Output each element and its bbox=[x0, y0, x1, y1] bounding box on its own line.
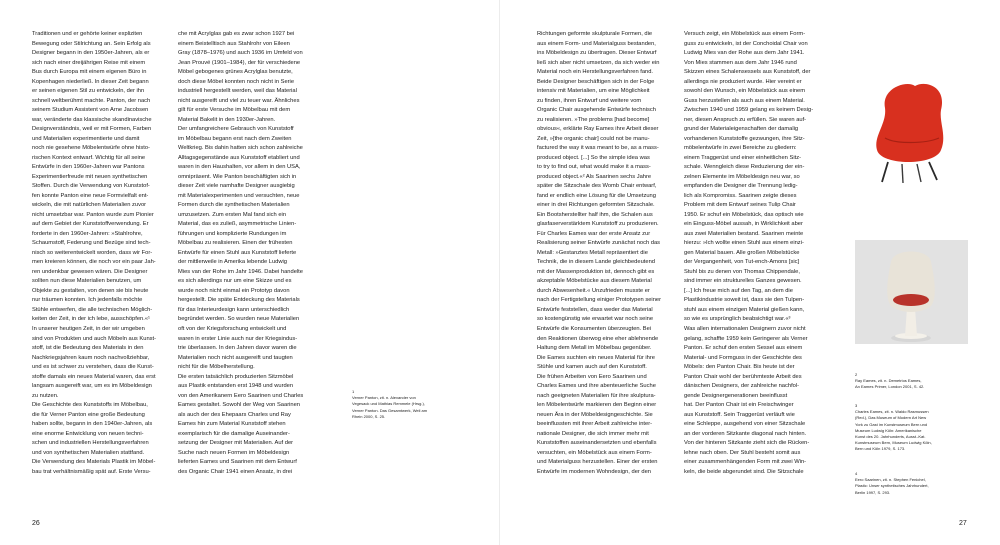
text-line: der Vergangenheit, von Tut-ench-Amons [sic] bbox=[684, 259, 800, 266]
footnote-line: Museum Ludwig Köln: Amerikanische bbox=[855, 427, 922, 433]
footnote-line: Berlin 1997, S. 293. bbox=[855, 489, 891, 495]
text-line: empfanden die Designer die Trennung ledig- bbox=[684, 183, 798, 190]
text-line: Jean Prouvé (1901–1984), der für verschiedene bbox=[178, 59, 301, 66]
text-line: Die Geschichte des Kunststoffs im Möbelbau, bbox=[32, 402, 148, 409]
text-line: Für Charles Eames war der erste Ansatz zur bbox=[537, 230, 651, 237]
text-line: omnipräsent. Wie Panton beschäftigten sich in bbox=[178, 173, 297, 180]
text-line: Materialien noch nicht ausgereift und taugten bbox=[178, 354, 293, 361]
text-line: ein Einguss-Möbel aussah, in Wirklichkeit aber bbox=[684, 221, 803, 228]
text-line: Zeit, »[the organic chair] could not be manu- bbox=[537, 135, 650, 142]
text-line: Richtungen geformte skulpturale Formen, die bbox=[537, 31, 653, 37]
text-line: Entwürfe die Konsumenten überzeugten. Bei bbox=[537, 325, 652, 332]
text-line: Formen durch die synthetischen Materialien bbox=[178, 202, 290, 209]
text-line: Die frühen Arbeiten von Eero Saarinen und bbox=[537, 373, 647, 380]
text-line: Haltung dem Metall im Möbelbau gegenüber. bbox=[537, 345, 652, 352]
text-line: akzeptable Möbelstücke aus diesem Material bbox=[537, 278, 652, 285]
text-line: Panton. Er schuf den ersten Sessel aus einem bbox=[684, 345, 803, 352]
text-line: industriell hergestellt werden, weil das Material bbox=[178, 88, 297, 95]
text-line: zelnen Elemente im Möbeldesign neu war, so bbox=[684, 173, 800, 180]
text-line: Eames hin zum Material Kunststoff stehen bbox=[178, 421, 286, 428]
text-line: stuhl aus einem einzigen Material gießen kann, bbox=[684, 306, 805, 313]
text-line: waren in den Haushalten, vor allem in den USA, bbox=[178, 164, 301, 171]
text-line: produced object.«² Als Saarinen sechs Jahre bbox=[537, 173, 652, 180]
text-line: rischen Kontext entwarf. Wichtig für all seine bbox=[32, 154, 146, 161]
text-line: intensiv mit Materialien, um eine Möglichkeit bbox=[537, 88, 650, 95]
footnote-3 bbox=[855, 403, 980, 453]
text-line: keiten der Zeit, in der ich lebe, ausschöpfen.«¹ bbox=[32, 316, 150, 323]
text-line: noch nie gesehene Möbelentwürfe ohne histo- bbox=[32, 145, 150, 152]
text-line: Kunststoffen auseinandersetzten und ebenfalls bbox=[537, 440, 657, 447]
footnote-4-marker: 4 bbox=[855, 471, 858, 476]
text-line: Charles Eames und ihre abenteuerliche Suche bbox=[537, 383, 656, 390]
text-line: produced object. [...] So the simple idea was bbox=[537, 154, 650, 161]
text-line: Möbels: den Panton Chair. Bis heute ist der bbox=[684, 364, 795, 371]
text-line: sowohl den Wunsch, ein Möbelstück aus einem bbox=[684, 88, 806, 95]
text-line: 1950. Er schuf ein Möbelstück, das optisch wie bbox=[684, 211, 804, 218]
text-line: auf dem Gebiet der Kunststoffverwendung. Er bbox=[32, 221, 149, 228]
text-line: Die Eames suchten ein neues Material für ihre bbox=[537, 354, 655, 361]
text-line: hergestellt. Die späte Entdeckung des Materials bbox=[178, 297, 300, 304]
text-line: umzusetzen. Zum ersten Mal fand sich ein bbox=[178, 211, 287, 218]
text-line: hat. Der Panton Chair ist ein Freischwinger bbox=[684, 402, 794, 409]
text-line: des Organic Chair 1941 einen Ansatz, in drei bbox=[178, 468, 293, 475]
footnote-line: Eero Saarinen, zit. n. Stephen Fenichel, bbox=[855, 477, 926, 483]
text-line: Organic Chair ausgehende Entwürfe technisch bbox=[537, 107, 656, 114]
text-line: Entwürfe im modernen Wohndesign, der den bbox=[537, 468, 652, 475]
text-line: an der vorderen Sitzkante diagonal nach hinten. bbox=[684, 430, 807, 437]
text-line: seinem Studium Assistent von Arne Jacobsen bbox=[32, 107, 149, 114]
text-line: che mit Acrylglas gab es zwar schon 1927 bei bbox=[178, 31, 295, 37]
text-line: Problem mit dem Entwurf seines Tulip Chair bbox=[684, 202, 796, 209]
text-line: sich nach einer dreijährigen Reise mit einem bbox=[32, 59, 146, 66]
text-line: Möbel gebogenes grünes Acrylglas benutzte, bbox=[178, 69, 293, 76]
text-line: es sich allerdings nur um eine Skizze und es bbox=[178, 278, 292, 285]
text-line: aus Kunststoff. Sein Traggerüst verläuft wie bbox=[684, 411, 795, 418]
text-line: Guss herzustellen als auch aus einem Material. bbox=[684, 97, 805, 104]
text-line: Designverständnis, weil er mit Formen, Farben bbox=[32, 126, 152, 133]
text-line: keln, die beide abgerundet sind. Die Sitzschale bbox=[684, 468, 804, 475]
text-line: exemplarisch für die damalige Auseinander- bbox=[178, 430, 290, 437]
text-line: Metall: »Gestanztes Metall repräsentiert die bbox=[537, 249, 648, 256]
text-line: oft von der Kriegsforschung entwickelt und bbox=[178, 325, 287, 332]
text-line: für das Interieurdesign kann unterschiedlich bbox=[178, 306, 290, 313]
text-line: Zwischen 1940 und 1959 gelang es keinem Desig- bbox=[684, 107, 814, 114]
text-line: und Materialien experimentierte und damit bbox=[32, 135, 140, 142]
text-line: zu nutzen. bbox=[32, 392, 59, 399]
footnote-line: Verner Panton, zit. n. Alexander von bbox=[352, 395, 416, 401]
text-line: eine Schleppe, ausgehend von einer Sitzschale bbox=[684, 421, 806, 428]
text-line: und es ist schwer zu verstehen, dass die Kunst- bbox=[32, 364, 154, 371]
text-line: stoffe damals ein neues Material waren, das erst bbox=[32, 373, 156, 380]
text-line: bau trat verhältnismäßig spät auf. Erste Versu- bbox=[32, 468, 151, 475]
text-line: Entwürfe feststellen, dass weder das Material bbox=[537, 306, 653, 313]
organic-chair-photo bbox=[855, 78, 968, 187]
footnote-line: Kunst des 20. Jahrhunderts, Ausst.-Kat. bbox=[855, 434, 926, 440]
text-line: Kopenhagen niederließ. In dieser Zeit begann bbox=[32, 78, 149, 85]
text-line: der mittlerweile in Amerika lebende Ludwig bbox=[178, 259, 287, 266]
text-line: ließ sich aber nicht umsetzen, da sich weder ein bbox=[537, 59, 660, 66]
text-line: Suche nach neuen Formen im Möbeldesign bbox=[178, 449, 290, 456]
text-line: Technik, die in diesem Lande gleichbedeutend bbox=[537, 259, 655, 266]
footnote-line: Kunstmuseum Bern, Museum Ludwig Köln, bbox=[855, 440, 932, 446]
text-line: die für Verner Panton eine große Bedeutung bbox=[32, 411, 145, 418]
left-column-2 bbox=[178, 30, 317, 477]
text-line: Ein Bootsherstellter half ihm, die Schalen aus bbox=[537, 211, 653, 218]
text-line: Bus durch Europa mit einem eigenen Büro in bbox=[32, 69, 147, 76]
text-line: führungen und komplizierte Rundungen im bbox=[178, 230, 287, 237]
footnote-line: Vegesack und Mathias Remmele (Hrsg.), bbox=[352, 401, 425, 407]
text-line: sind immer ein strukturelles Ganzes gewesen. bbox=[684, 278, 802, 285]
text-line: er seinen eigenen Stil zu entwickeln, der ihn bbox=[32, 88, 145, 95]
text-line: Mies van der Rohe im Jahr 1946. Dabei handelte bbox=[178, 268, 303, 275]
text-line: Entwürfe in den 1960er-Jahren war Pantons bbox=[32, 164, 145, 171]
text-line: Möbelbau zu realisieren. Einen der frühesten bbox=[178, 240, 293, 247]
text-line: fen konnte Panton eine neue Formvielfalt ent- bbox=[32, 192, 149, 199]
text-line: men kreieren können, die noch vor ein paar Jah- bbox=[32, 259, 156, 266]
text-line: waren in erster Linie auch nur der Kriegsindus- bbox=[178, 335, 298, 342]
text-line: Designer begann in den 1950er-Jahren, als er bbox=[32, 50, 150, 57]
tulip-chair-photo bbox=[855, 240, 968, 344]
text-line: lehne nach oben. Der Stuhl besteht somit aus bbox=[684, 449, 801, 456]
text-line: möbelentwürfe in zwei Bereiche zu gliedern: bbox=[684, 145, 797, 152]
text-line: einer in drei Richtungen geformten Sitzschale. bbox=[537, 202, 655, 209]
text-line: sind von Produkten und auch Möbeln aus Kunst- bbox=[32, 335, 157, 342]
text-line: zu finden, ihren Entwurf und weitere vom bbox=[537, 97, 642, 104]
footnote-line: York zu Gast im Kunstmuseum Bern und bbox=[855, 421, 928, 427]
text-line: Die ersten tatsächlich produzierten Sitzmöbel bbox=[178, 373, 294, 380]
text-line: Objekte zu gestalten, von denen sie bis heute bbox=[32, 287, 149, 294]
text-line: dänischen Designers, der zahlreiche nachfol- bbox=[684, 383, 800, 390]
right-column-2 bbox=[684, 30, 826, 477]
text-line: nach geeigneten Materialien für ihre skulptura- bbox=[537, 392, 656, 399]
text-line: schale. Wenngleich diese Reduzierung der ein- bbox=[684, 164, 805, 171]
text-line: neuen Ära in der Möbeldesigngeschichte. Sie bbox=[537, 411, 653, 418]
text-line: aus einem Form- und Materialguss bestanden, bbox=[537, 40, 656, 47]
text-line: factured the way it was meant to be, as a mass- bbox=[537, 145, 659, 152]
page-number-left: 26 bbox=[32, 520, 40, 527]
text-line: gende Designergenerationen beeinflusst bbox=[684, 392, 788, 399]
footnote-line: Ray Eames, zit. n. Demetrios Eames, bbox=[855, 378, 922, 384]
text-line: sollten nun diese Materialien benutzen, um bbox=[32, 278, 142, 285]
text-line: versuchten, ein Möbelstück aus einem Form- bbox=[537, 449, 652, 456]
text-line: Beide Designer beschäftigen sich in der Folge bbox=[537, 78, 655, 85]
text-line: nur träumen konnten. Ich jedenfalls möchte bbox=[32, 297, 143, 304]
text-line: len Möbelentwürfe markieren den Beginn einer bbox=[537, 402, 657, 409]
text-line: Alltagsgegenstände aus Kunststoff etabliert und bbox=[178, 154, 300, 161]
tulip-chair-illustration bbox=[855, 240, 968, 344]
text-line: Eames gestaltet. Sowohl der Weg von Saarinen bbox=[178, 402, 300, 409]
text-line: gilt für erste Versuche im Möbelbau mit dem bbox=[178, 107, 291, 114]
text-line: Traditionen und er gehörte keiner expliziten bbox=[32, 31, 143, 37]
text-line: guss zu entwickeln, ist der Conchoidal Chair von bbox=[684, 40, 808, 47]
text-line: Die Verwendung des Materials Plastik im Möbel- bbox=[32, 459, 156, 466]
text-line: ins Möbeldesign zu übertragen. Dieser Entwurf bbox=[537, 50, 657, 57]
text-line: im Möbelbau begann erst nach dem Zweiten bbox=[178, 135, 292, 142]
left-column-1 bbox=[32, 30, 172, 477]
text-line: nicht ausgereift und viel zu teuer war. Ähnliches bbox=[178, 97, 300, 104]
text-line: Material- und Formguss in der Geschichte des bbox=[684, 354, 802, 361]
text-line: begründet werden. So wurden neue Materialien bbox=[178, 316, 300, 323]
text-line: aus Plastik entstanden erst 1948 und wurden bbox=[178, 383, 294, 390]
text-line: durch Abwesenheit.« Unzufrieden musste er bbox=[537, 287, 650, 294]
organic-chair-illustration bbox=[855, 78, 968, 187]
text-line: den Reaktionen überwog eine eher ablehnende bbox=[537, 335, 659, 342]
text-line: dieser Zeit viele namhafte Designer ausgiebig bbox=[178, 183, 295, 190]
footnote-line: Charles Eames, zit. n. Waldo Rasmussen bbox=[855, 409, 929, 415]
text-line: so kostengünstig wie erwartet war noch seine bbox=[537, 316, 654, 323]
text-line: Der umfangreichere Gebrauch von Kunststoff bbox=[178, 126, 294, 133]
text-line: eine enorme Entwicklung von neuen techni- bbox=[32, 430, 144, 437]
text-line: einem Beistelltisch aus Stahlrohr von Eileen bbox=[178, 40, 290, 47]
text-line: nicht umsetzbar war. Panton wurde zum Pionier bbox=[32, 211, 154, 218]
text-line: als auch der des Ehepaars Charles und Ray bbox=[178, 411, 291, 418]
text-line: schen und industriellen Herstellungsverfahren bbox=[32, 440, 149, 447]
text-line: ren undenkbar gewesen wären. Die Designer bbox=[32, 268, 148, 275]
text-line: lieferten Eames und Saarinen mit dem Entwurf bbox=[178, 459, 297, 466]
text-line: Bewegung oder Stilrichtung an. Sein Erfolg als bbox=[32, 40, 151, 47]
right-column-1 bbox=[537, 30, 679, 477]
text-line: Versuch zeigt, ein Möbelstück aus einem Form- bbox=[684, 31, 806, 37]
text-line: nach der Fertigstellung einiger Prototypen seiner bbox=[537, 297, 662, 304]
text-line: Realisierung seiner Entwürfe zunächst noch das bbox=[537, 240, 661, 247]
text-line: gen Material bauen. Alle großen Möbelstücke bbox=[684, 249, 800, 256]
text-line: setzung der Designer mit Materialien. Auf der bbox=[178, 440, 294, 447]
text-line: hierzu: »Ich wollte einen Stuhl aus einem einzi- bbox=[684, 240, 804, 247]
text-line: später die Sitzschale des Womb Chair entwarf, bbox=[537, 183, 657, 190]
text-line: stoff, ist die Bedeutung des Materials in den bbox=[32, 345, 144, 352]
footnote-line: Plastic: Unser synthetisches Jahrhundert, bbox=[855, 483, 929, 489]
text-line: aus zwei Materialien bestand. Saarinen meinte bbox=[684, 230, 804, 237]
footnote-line: An Eames Primer, London 2001, S. 42. bbox=[855, 384, 925, 390]
text-line: wurde noch nicht einmal ein Prototyp davon bbox=[178, 287, 290, 294]
text-line: to try to find out, what would make it a mass- bbox=[537, 164, 651, 171]
text-line: Plastikindustrie soweit ist, dass sie den Tulpen- bbox=[684, 297, 805, 304]
text-line: Material, das es zuließ, asymmetrische Linien- bbox=[178, 221, 297, 228]
text-line: Stuhl bis zu denen von Thomas Chippendale, bbox=[684, 268, 800, 275]
text-line: Skizzen eines Schalensessels aus Kunststoff, der bbox=[684, 69, 811, 76]
text-line: Gray (1878–1976) und auch 1936 im Umfeld von bbox=[178, 50, 303, 57]
text-line: Von Mies stammen aus dem Jahr 1946 rund bbox=[684, 59, 797, 66]
text-line: langsam ausgereift war, um es im Möbeldesign bbox=[32, 383, 152, 390]
footnote-line: Verner Panton. Das Gesamtwerk, Weil am bbox=[352, 407, 428, 413]
footnote-4 bbox=[855, 471, 980, 496]
text-line: [...] Ich freue mich auf den Tag, an dem die bbox=[684, 287, 793, 294]
text-line: Material Bakelit in den 1930er-Jahren. bbox=[178, 116, 276, 123]
text-line: zu realisieren. »The problems [had become] bbox=[537, 116, 650, 123]
text-line: doch diese Möbel konnten noch nicht in Serie bbox=[178, 78, 295, 85]
footnote-3-marker: 3 bbox=[855, 403, 858, 408]
text-line: lich als Kompromiss. Saarinen zeigte dieses bbox=[684, 192, 797, 199]
footnote-line: Rhein 2000, S. 25. bbox=[352, 413, 386, 419]
text-line: Schaumstoff, Federung und Bezüge sind tech- bbox=[32, 240, 151, 247]
text-line: nicht für die Möbelherstellung. bbox=[178, 364, 255, 371]
text-line: Stühle und kamen auch auf den Kunststoff. bbox=[537, 364, 647, 371]
text-line: fand er endlich eine Lösung für die Umsetzung bbox=[537, 192, 656, 199]
text-line: und Materialguss herzustellen. Einer der ersten bbox=[537, 459, 658, 466]
text-line: Material noch ein Herstellungsverfahren fand. bbox=[537, 69, 654, 76]
text-line: Stoffen. Durch die Verwendung von Kunststof- bbox=[32, 183, 150, 190]
text-line: von den Amerikanern Eero Saarinen und Charles bbox=[178, 392, 304, 399]
text-line: Nachkriegsjahren kaum noch nachvollziehbar, bbox=[32, 354, 150, 361]
footnote-line: (Red.), Das Museum of Modern Art New bbox=[855, 415, 927, 421]
text-line: obvious«, erklärte Ray Eames ihre Arbeit dieser bbox=[537, 126, 659, 133]
text-line: glasfaserverstärktem Kunststoff zu produzieren. bbox=[537, 221, 659, 228]
text-line: gelang, schaffte 1959 kein Geringerer als Verner bbox=[684, 335, 808, 342]
text-line: Stühle entwerfen, die alle technischen Möglich- bbox=[32, 306, 153, 313]
footnote-line: Bern und Köln 1979, S. 173. bbox=[855, 446, 906, 452]
text-line: beeinflussten mit ihrer Arbeit zahlreiche inter- bbox=[537, 421, 653, 428]
text-line: Weltkrieg. Bis dahin hatten sich schon zahlreiche bbox=[178, 145, 303, 152]
text-line: nationale Designer, die sich immer mehr mit bbox=[537, 430, 649, 437]
text-line: einer zusammenhängenden Form mit zwei Win- bbox=[684, 459, 807, 466]
footnote-2-marker: 2 bbox=[855, 372, 858, 377]
text-line: Von der hinteren Sitzkante zieht sich die Rücken- bbox=[684, 440, 810, 447]
text-line: Entwürfe für einen Stuhl aus Kunststoff lieferte bbox=[178, 249, 297, 256]
text-line: vorhandenen Kunststoffe gezwungen, ihre Sitz- bbox=[684, 135, 805, 142]
text-line: haben sollte, begann in den 1940er-Jahren, als bbox=[32, 421, 153, 428]
text-line: Ludwig Mies van der Rohe aus dem Jahr 1941. bbox=[684, 50, 805, 57]
text-line: wickeln, die mit natürlichen Materialien zuvor bbox=[32, 202, 147, 209]
footnote-1-marker: 1 bbox=[352, 389, 355, 394]
text-line: Experimentierfreude mit neuen synthetischen bbox=[32, 173, 148, 180]
text-line: schnell weltberühmt machte. Panton, der nach bbox=[32, 97, 151, 104]
text-line: allerdings nie produziert wurde. Hier vereint er bbox=[684, 78, 802, 85]
text-line: einem Traggerüst und einer einheitlichen Sitz- bbox=[684, 154, 801, 161]
text-line: grund der Materialeigenschaften der damalig bbox=[684, 126, 799, 133]
text-line: so wie es ursprünglich beabsichtigt war.«³ bbox=[684, 316, 791, 323]
text-line: war, veränderte das klassische skandinavische bbox=[32, 116, 152, 123]
text-line: trie überlassen. In den Jahren davor waren die bbox=[178, 345, 297, 352]
footnote-1 bbox=[352, 389, 462, 420]
text-line: In unserer heutigen Zeit, in der wir umgeben bbox=[32, 325, 145, 332]
text-line: ner, diesen Anspruch zu erfüllen. Sie waren auf- bbox=[684, 116, 807, 123]
right-page bbox=[500, 0, 1000, 545]
text-line: mit Materialexperimenten und versuchten, neue bbox=[178, 192, 300, 199]
page-number-right: 27 bbox=[959, 520, 967, 527]
text-line: Was allen internationalen Designern zuvor nicht bbox=[684, 325, 806, 332]
text-line: Panton Chair wohl der berühmteste Arbeit des bbox=[684, 373, 802, 380]
text-line: forderte in den 1960er-Jahren: »Stahlrohre, bbox=[32, 230, 143, 237]
text-line: nisch so weiterentwickelt worden, dass wir For- bbox=[32, 249, 153, 256]
text-line: und von synthetischen Materialien stattfand. bbox=[32, 449, 145, 456]
footnote-2 bbox=[855, 372, 980, 391]
text-line: mit der Massenproduktion ist, dennoch gibt es bbox=[537, 268, 655, 275]
